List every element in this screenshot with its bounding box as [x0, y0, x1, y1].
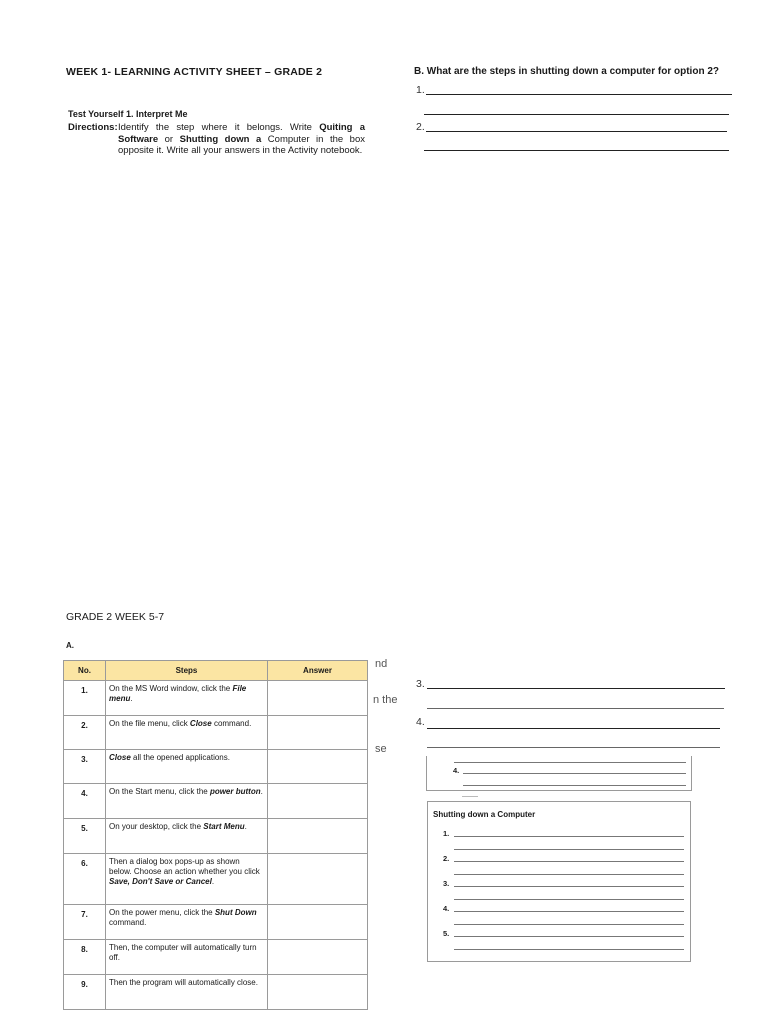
row-number: 5.: [64, 819, 106, 854]
row-step: [106, 681, 268, 716]
shutdown-item-2: 2.: [443, 854, 450, 863]
step-text: On the file menu, click: [109, 719, 190, 728]
section-b-question: B. What are the steps in shutting down a computer for option 2?: [414, 66, 720, 77]
step-text: all the opened applications.: [130, 753, 230, 762]
directions-text-2: or: [158, 133, 180, 145]
row-step: [106, 784, 268, 819]
answer-line: [454, 949, 684, 950]
shutdown-item-1: 1.: [443, 829, 450, 838]
answer-line: [454, 874, 684, 875]
step-text: .: [260, 787, 263, 796]
answer-line: [424, 150, 729, 151]
table-row: [64, 905, 368, 940]
row-step: [106, 975, 268, 1010]
table-header-row: [64, 661, 368, 681]
row-number: 4.: [64, 784, 106, 819]
answer-line: [454, 886, 684, 887]
right-item-3: 3.: [416, 678, 425, 690]
step-text: .: [211, 877, 215, 886]
directions-text-1: Identify the step where it belongs. Write: [118, 122, 320, 133]
row-step: [106, 750, 268, 784]
clipped-text-fragment: n the: [373, 694, 398, 706]
answer-cell[interactable]: [268, 716, 368, 750]
directions-label: Directions:: [68, 122, 118, 133]
shutdown-box-title: Shutting down a Computer: [433, 810, 536, 819]
step-text: Then a dialog box pops-up as shown below. Choose an action whether you click: [109, 857, 260, 876]
divider: [462, 796, 478, 797]
table-row: [64, 819, 368, 854]
section-b-item-2: 2.: [416, 121, 425, 133]
cropped-answer-box: [426, 756, 692, 791]
directions-block: [68, 122, 365, 157]
row-step: [106, 854, 268, 905]
answer-cell[interactable]: [268, 905, 368, 940]
answer-cell[interactable]: [268, 854, 368, 905]
table-row: [64, 854, 368, 905]
step-text: command.: [211, 719, 252, 728]
answer-line: [463, 773, 686, 774]
answer-line: [426, 94, 732, 95]
right-item-4: 4.: [416, 716, 425, 728]
step-emphasis: Close: [189, 719, 212, 728]
answer-line: [454, 924, 684, 925]
row-step: [106, 819, 268, 854]
answer-line: [427, 708, 724, 709]
directions-bold-1: Quiting a Software: [118, 122, 365, 145]
row-number: 7.: [64, 905, 106, 940]
step-text: On the power menu, click the: [109, 908, 215, 917]
answer-line: [427, 728, 720, 729]
table-row: [64, 940, 368, 975]
answer-cell[interactable]: [268, 975, 368, 1010]
answer-cell[interactable]: [268, 750, 368, 784]
steps-table: [63, 660, 368, 1010]
answer-line: [454, 936, 684, 937]
column-header-no: No.: [64, 661, 106, 681]
answer-cell[interactable]: [268, 819, 368, 854]
row-step: [106, 940, 268, 975]
directions-bold-2: Shutting down a: [179, 133, 262, 145]
answer-cell[interactable]: [268, 940, 368, 975]
row-number: 2.: [64, 716, 106, 750]
answer-line: [454, 762, 686, 763]
table-row: [64, 975, 368, 1010]
directions-text: [118, 122, 365, 157]
shutdown-item-4: 4.: [443, 904, 450, 913]
answer-cell[interactable]: [268, 784, 368, 819]
answer-line: [424, 114, 729, 115]
directions-text-3: Computer in the box opposite it. Write all your answers in the Activity notebook.: [118, 133, 365, 156]
answer-line: [427, 747, 720, 748]
step-text: On your desktop, click the: [109, 822, 204, 831]
table-row: [64, 784, 368, 819]
table-row: [64, 681, 368, 716]
answer-line: [427, 688, 725, 689]
row-number: 3.: [64, 750, 106, 784]
answer-line: [454, 836, 684, 837]
row-number: 8.: [64, 940, 106, 975]
step-emphasis: File menu: [109, 684, 247, 703]
column-header-steps: Steps: [106, 661, 268, 681]
small-box-item-4: 4.: [453, 766, 460, 775]
answer-line: [463, 785, 686, 786]
clipped-text-fragment: nd: [375, 658, 388, 670]
step-text: .: [130, 694, 133, 703]
step-text: command.: [109, 918, 147, 927]
answer-line: [426, 131, 727, 132]
row-number: 6.: [64, 854, 106, 905]
column-header-answer: Answer: [268, 661, 368, 681]
step-text: Then the program will automatically close.: [109, 978, 258, 987]
step-text: Then, the computer will automatically turn off.: [109, 943, 257, 962]
answer-line: [454, 861, 684, 862]
answer-line: [454, 849, 684, 850]
step-emphasis: Close: [109, 753, 131, 762]
step-text: .: [244, 822, 247, 831]
grade-week-title: GRADE 2 WEEK 5-7: [66, 611, 165, 623]
table-row: [64, 716, 368, 750]
step-emphasis: Shut Down: [214, 908, 257, 917]
answer-line: [454, 899, 684, 900]
step-text: On the MS Word window, click the: [109, 684, 233, 693]
table-row: [64, 750, 368, 784]
answer-cell[interactable]: [268, 681, 368, 716]
step-emphasis: Start Menu: [203, 822, 245, 831]
section-b-item-1: 1.: [416, 84, 425, 96]
step-text: On the Start menu, click the: [109, 787, 210, 796]
shutdown-item-5: 5.: [443, 929, 450, 938]
page-title: WEEK 1- LEARNING ACTIVITY SHEET – GRADE 2: [66, 66, 323, 78]
row-step: [106, 905, 268, 940]
step-emphasis: power button: [209, 787, 261, 796]
answer-line: [454, 911, 684, 912]
row-number: 9.: [64, 975, 106, 1010]
test-title: Test Yourself 1. Interpret Me: [68, 109, 188, 119]
section-a-label: A.: [66, 641, 74, 650]
step-emphasis: Save, Don't Save or Cancel: [109, 877, 212, 886]
shutdown-steps-box: [427, 801, 691, 962]
row-step: [106, 716, 268, 750]
shutdown-item-3: 3.: [443, 879, 450, 888]
clipped-text-fragment: se: [375, 743, 387, 755]
row-number: 1.: [64, 681, 106, 716]
